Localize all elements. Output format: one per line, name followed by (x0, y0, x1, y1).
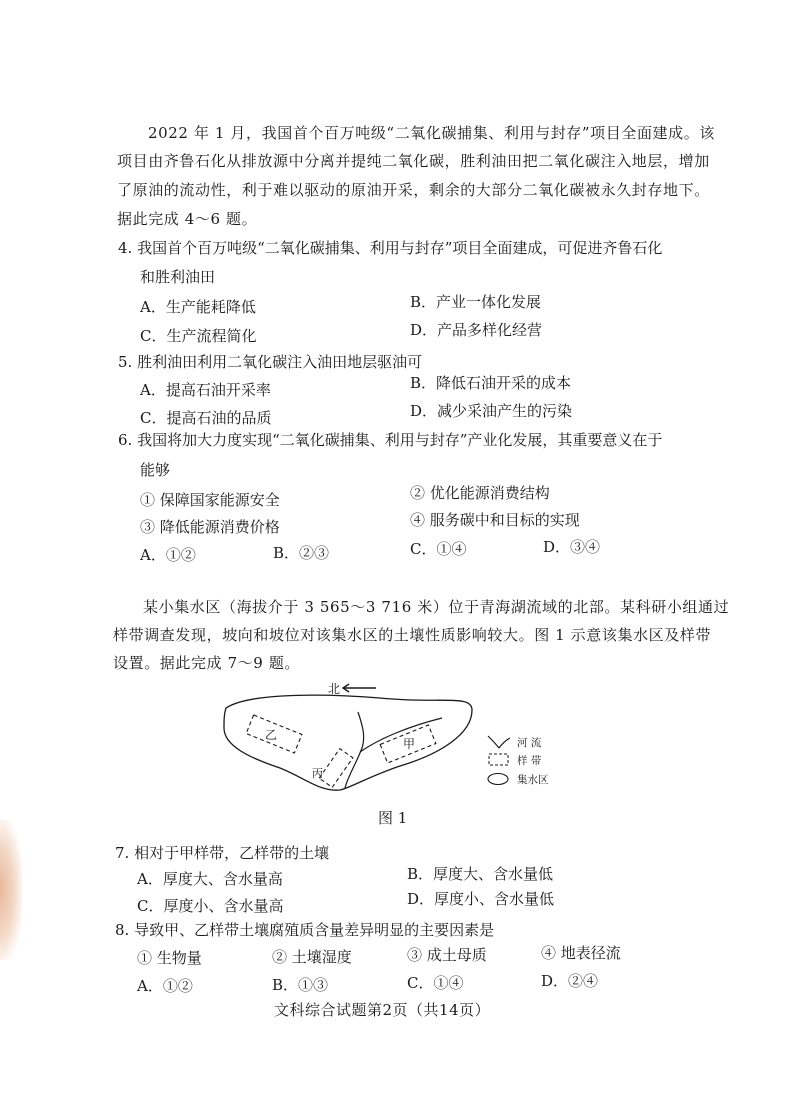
passage1-line-3: 了原油的流动性，利于难以驱动的原油开采，剩余的大部分二氧化碳被永久封存地下。 (117, 181, 710, 199)
q5-option-a: A．提高石油开采率 (140, 381, 271, 399)
q8-stem: 8. 导致甲、乙样带土壤腐殖质含量差异明显的主要因素是 (115, 921, 495, 939)
q6-option-a: A．①② (140, 546, 196, 564)
catchment-boundary (224, 695, 472, 790)
passage1-line-2: 项目由齐鲁石化从排放源中分离并提纯二氧化碳，胜利油田把二氧化碳注入地层，增加 (117, 152, 710, 170)
passage2-line-3: 设置。据此完成 7～9 题。 (113, 654, 301, 672)
q6-stem: 6. 我国将加大力度实现“二氧化碳捕集、利用与封存”产业化发展，其重要意义在于 (118, 431, 663, 449)
figure-1 (210, 676, 590, 806)
passage1-line-4: 据此完成 4～6 题。 (117, 210, 258, 228)
q8-option-c: C．①④ (407, 974, 464, 992)
q8-option-b: B．①③ (272, 976, 329, 994)
q8-option-d: D．②④ (541, 972, 599, 990)
q4-option-b: B．产业一体化发展 (410, 293, 542, 311)
belt-jia-label: 甲 (403, 737, 416, 751)
passage2-line-2: 样带调查发现，坡向和坡位对该集水区的土壤性质影响较大。图 1 示意该集水区及样带 (113, 626, 712, 644)
q7-stem: 7. 相对于甲样带，乙样带的土壤 (115, 844, 330, 862)
q8-item-4: ④ 地表径流 (541, 944, 621, 962)
q5-stem: 5. 胜利油田利用二氧化碳注入油田地层驱油可 (118, 353, 423, 371)
q6-item-2: ② 优化能源消费结构 (410, 484, 550, 502)
belt-legend-icon (489, 754, 508, 765)
q6-item-1: ① 保障国家能源安全 (140, 491, 280, 509)
q6-item-4: ④ 服务碳中和目标的实现 (410, 511, 580, 529)
river-main (345, 712, 364, 788)
q6-option-b: B．②③ (273, 544, 330, 562)
q4-option-a: A．生产能耗降低 (140, 298, 256, 316)
q6-option-c: C．①④ (410, 540, 467, 558)
q7-option-d: D．厚度小、含水量低 (407, 890, 555, 908)
q8-item-3: ③ 成土母质 (407, 946, 487, 964)
q4-stem-cont: 和胜利油田 (140, 268, 216, 286)
belt-bing-label: 丙 (312, 767, 323, 780)
q5-option-d: D．减少采油产生的污染 (410, 402, 573, 420)
q8-option-a: A．①② (137, 977, 193, 995)
legend-belt-label: 样 带 (517, 755, 542, 767)
north-arrow-icon (343, 684, 376, 692)
q8-item-2: ② 土壤湿度 (272, 948, 352, 966)
q6-item-3: ③ 降低能源消费价格 (140, 518, 280, 536)
catchment-map (210, 676, 590, 806)
q7-option-c: C．厚度小、含水量高 (137, 897, 284, 915)
catchment-legend-icon (488, 774, 508, 785)
page-footer: 文科综合试题第2页（共14页） (274, 1001, 491, 1019)
q7-option-b: B．厚度大、含水量低 (407, 865, 554, 883)
q5-option-c: C．提高石油的品质 (140, 409, 272, 427)
q4-stem: 4. 我国首个百万吨级“二氧化碳捕集、利用与封存”项目全面建成，可促进齐鲁石化 (118, 239, 663, 257)
q4-option-c: C．生产流程简化 (140, 327, 257, 345)
q6-stem-cont: 能够 (140, 461, 171, 479)
river-legend-icon (488, 736, 510, 748)
finger-shadow (0, 820, 22, 960)
north-label: 北 (328, 682, 341, 696)
passage2-line-1: 某小集水区（海拔介于 3 565～3 716 米）位于青海湖流域的北部。某科研小组通过 (143, 598, 730, 616)
legend-area-label: 集水区 (517, 774, 549, 786)
passage1-line-1: 2022 年 1 月，我国首个百万吨级“二氧化碳捕集、利用与封存”项目全面建成。该 (148, 124, 715, 142)
legend-river-label: 河 流 (517, 737, 542, 749)
belt-yi-label: 乙 (265, 728, 278, 742)
q8-item-1: ① 生物量 (137, 949, 202, 967)
figure-caption: 图 1 (378, 809, 408, 827)
q7-option-a: A．厚度大、含水量高 (137, 870, 283, 888)
q6-option-d: D．③④ (543, 538, 601, 556)
q5-option-b: B．降低石油开采的成本 (410, 374, 572, 392)
belt-bing (319, 749, 353, 788)
q4-option-d: D．产品多样化经营 (410, 321, 543, 339)
river-branch (360, 718, 442, 752)
